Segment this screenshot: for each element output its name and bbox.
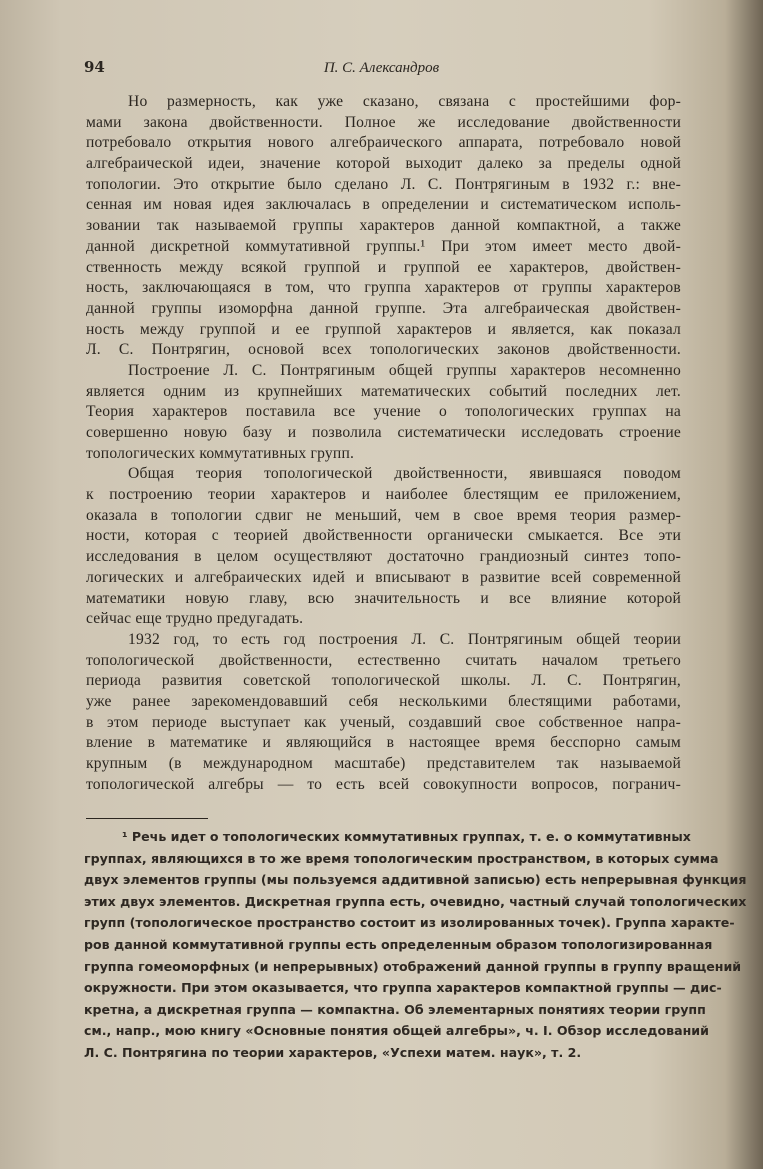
body-line: сенная им новая идея заключалась в определении и систематическом исполь- <box>86 196 681 214</box>
body-text <box>86 92 681 795</box>
body-line: данной группы изоморфна данной группе. Эта алгебраическая двойствен- <box>86 299 681 317</box>
footnote-line: групп (топологическое пространство состоит из изолированных точек). Группа характе- <box>84 915 735 931</box>
body-line: уже ранее зарекомендовавший себя несколькими блестящими работами, <box>86 692 681 710</box>
body-line: Л. С. Понтрягин, основой всех топологических законов двойственности. <box>86 341 681 359</box>
body-line: ность, заключающаяся в том, что группа характеров от группы характеров <box>86 279 681 297</box>
body-line: топологических коммутативных групп. <box>86 444 355 462</box>
body-line: Общая теория топологической двойственности, явившаяся поводом <box>128 465 681 483</box>
footnote-line: группа гомеоморфных (и непрерывных) отображений данной группы в группу вращений <box>84 958 742 974</box>
body-line: исследования в целом осуществляют достаточно грандиозный синтез топо- <box>86 548 681 566</box>
footnote-line: ¹ Речь идет о топологических коммутативных группах, т. е. о коммутативных <box>122 829 691 844</box>
footnote-line: этих двух элементов. Дискретная группа есть, очевидно, частный случай топологических <box>84 893 747 909</box>
body-line: данной дискретной коммутативной группы.¹ При этом имеет место двой- <box>86 237 681 255</box>
body-line: ности, которая с теорией двойственности органически смыкается. Все эти <box>86 527 681 545</box>
footnote-line: ров данной коммутативной группы есть определенным образом топологизированная <box>84 936 713 952</box>
body-line: логических и алгебраических идей и вписывают в развитие всей современной <box>86 568 681 586</box>
footnote-line: группах, являющихся в то же время топологическим пространством, в которых сумма <box>84 850 719 866</box>
body-line: ность между группой и ее группой характеров и является, как показал <box>86 320 681 338</box>
footnote-line: окружности. При этом оказывается, что группа характеров компактной группы — дис- <box>84 980 722 996</box>
body-line: к построению теории характеров и наиболее блестящим ее приложением, <box>86 486 681 504</box>
body-line: оказала в топологии сдвиг не меньший, чем в свое время теория размер- <box>86 506 681 524</box>
footnote-line: двух элементов группы (мы пользуемся аддитивной записью) есть непрерывная функция <box>84 872 747 888</box>
body-line: алгебраической идеи, значение которой выходит далеко за пределы одной <box>86 155 681 173</box>
body-line: Построение Л. С. Понтрягиным общей группы характеров несомненно <box>128 361 681 379</box>
body-line: топологии. Это открытие было сделано Л. С. Понтрягиным в 1932 г.: вне- <box>86 175 681 193</box>
body-line: зовании так называемой группы характеров данной компактной, а также <box>86 217 681 235</box>
body-line: Теория характеров поставила все учение о топологических группах на <box>86 403 681 421</box>
footnote <box>84 826 747 1064</box>
footnote-line: Л. С. Понтрягина по теории характеров, «Успехи матем. наук», т. 2. <box>84 1044 582 1060</box>
body-line: Но размерность, как уже сказано, связана с простейшими фор- <box>128 93 681 110</box>
body-line: математики новую главу, всю значительность и все влияние которой <box>86 589 681 607</box>
body-line: ственность между всякой группой и группой ее характеров, двойствен- <box>86 258 681 276</box>
body-line: топологической алгебры — то есть всей совокупности вопросов, погранич- <box>86 775 681 793</box>
body-line: сейчас еще трудно предугадать. <box>86 610 304 628</box>
footnote-line: см., напр., мою книгу «Основные понятия общей алгебры», ч. I. Обзор исследований <box>84 1023 709 1039</box>
body-line: совершенно новую базу и позволила систематически исследовать строение <box>86 424 681 441</box>
body-line: крупным (в международном масштабе) представителем так называемой <box>86 755 681 772</box>
body-line: является одним из крупнейших математических событий последних лет. <box>86 382 681 400</box>
footnote-divider <box>86 818 208 819</box>
page-number: 94 <box>84 58 105 76</box>
body-line: мами закона двойственности. Полное же исследование двойственности <box>86 113 681 131</box>
body-line: периода развития советской топологической школы. Л. С. Понтрягин, <box>86 672 681 690</box>
body-line: в этом периоде выступает как ученый, создавший свое собственное напра- <box>86 713 681 731</box>
body-line: вление в математике и являющийся в настоящее время бесспорно самым <box>86 734 681 752</box>
body-line: 1932 год, то есть год построения Л. С. Понтрягиным общей теории <box>128 630 681 648</box>
footnote-line: кретна, а дискретная группа — компактна. Об элементарных понятиях теории групп <box>84 1001 706 1017</box>
body-line: потребовало открытия нового алгебраического аппарата, потребовало новой <box>86 134 681 152</box>
body-line: топологической двойственности, естественно считать началом третьего <box>86 651 681 669</box>
running-title: П. С. Александров <box>323 60 440 76</box>
